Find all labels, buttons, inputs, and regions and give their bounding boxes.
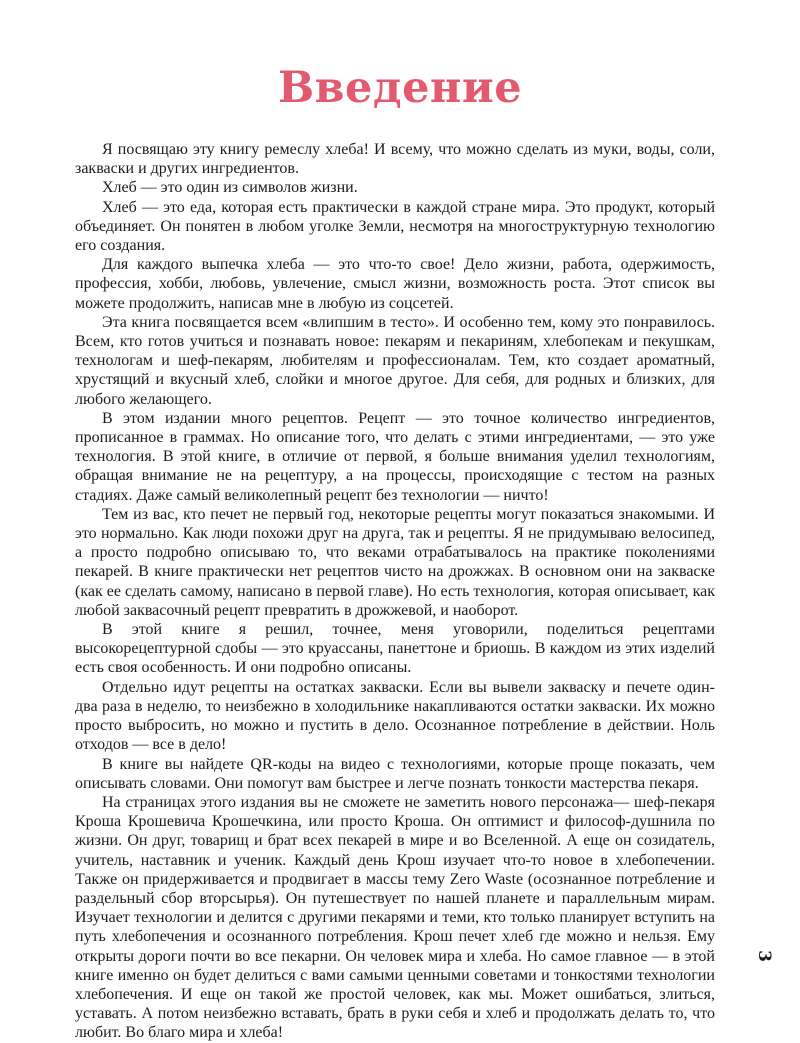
paragraph: Отдельно идут рецепты на остатках закваски. Если вы вывели закваску и печете один-два раза в неделю, то неизбежно в холодильнике накапливаются остатки закваски. Их можно просто выбросить, но можно и пустить в дело. Осознанное потребление в действии. Ноль отходов — все в дело! bbox=[75, 678, 715, 754]
page-number: 3 bbox=[754, 950, 775, 962]
paragraph: Я посвящаю эту книгу ремеслу хлеба! И всему, что можно сделать из муки, воды, соли, закваски и других ингредиентов. bbox=[75, 141, 715, 178]
paragraph: Хлеб — это еда, которая есть практически в каждой стране мира. Это продукт, который объединяет. Он понятен в любом уголке Земли, несмотря на многоструктурную технологию его создания. bbox=[75, 198, 715, 255]
intro-text bbox=[75, 140, 715, 1043]
paragraph: В этом издании много рецептов. Рецепт — это точное количество ингредиентов, прописанное в граммах. Но описание того, что делать с этими ингредиентами, — это уже технология. В этой книге, в отличие от первой, я больше внимания уделил технологиям, обращая внимание не на рецептуру, а на процессы, происходящие с тестом на разных стадиях. Даже самый великолепный рецепт без технологии — ничто! bbox=[75, 409, 715, 504]
paragraph: Для каждого выпечка хлеба — это что-то свое! Дело жизни, работа, одержимость, профессия, хобби, любовь, увлечение, смысл жизни, возможность роста. Этот список вы можете продолжить, написав мне в любую из соцсетей. bbox=[75, 256, 715, 312]
paragraph: Хлеб — это один из символов жизни. bbox=[102, 179, 358, 197]
paragraph: На страницах этого издания вы не сможете не заметить нового персонажа— шеф-пекаря Кроша Крошевича Крошечкина, или просто Кроша. Он оптимист и философ-душнила по жизни. Он друг, товарищ и брат всех пекарей в мире и во Вселенной. А еще он созидатель, учитель, наставник и ученик. Каждый день Крош изучает что-то новое в хлебопечении. Также он придерживается и продвигает в массы тему Zero Waste (осознанное потребление и раздельный сбор вторсырья). Он путешествует по нашей планете и параллельным мирам. Изучает технологии и делится с другими пекарями и теми, кто только планирует вступить на путь хлебопечения и осознанного потребления. Крош печет хлеб где можно и нельзя. Ему открыты дороги почти во все пекарни. Он человек мира и хлеба. Но самое главное — в этой книге именно он будет делиться с вами самыми ценными советами и тонкостями технологии хлебопечения. И еще он такой же простой человек, как мы. Может ошибаться, злиться, уставать. А потом неизбежно вставать, брать в руки себя и хлеб и продолжать делать то, что любит. Во благо мира и хлеба! bbox=[75, 793, 715, 1042]
paragraph: Тем из вас, кто печет не первый год, некоторые рецепты могут показаться знакомыми. И это нормально. Как люди похожи друг на друга, так и рецепты. Я не придумываю велосипед, а просто подробно описываю то, что веками отрабатывалось на практике поколениями пекарей. В книге практически нет рецептов чисто на дрожжах. В основном они на закваске (как ее сделать самому, написано в первой главе). Но есть технология, которая описывает, как любой заквасочный рецепт превратить в дрожжевой, и наоборот. bbox=[75, 505, 715, 619]
paragraph: Эта книга посвящается всем «влипшим в тесто». И особенно тем, кому это понравилось. Всем, кто готов учиться и познавать новое: пекарям и пекариням, хлебопекам и пекушкам, технологам и шеф-пекарям, любителям и профессионалам. Тем, кто создает ароматный, хрустящий и вкусный хлеб, слойки и многое другое. Для себя, для родных и близких, для любого желающего. bbox=[75, 313, 715, 408]
paragraph: В этой книге я решил, точнее, меня уговорили, поделиться рецептами высокорецептурной сдобы — это круассаны, панеттоне и бриошь. В каждом из этих изделий есть своя особенность. И они подробно описаны. bbox=[75, 621, 715, 677]
page-title: Введение bbox=[277, 63, 523, 113]
paragraph: В книге вы найдете QR-коды на видео с технологиями, которые проще показать, чем описывать словами. Они помогут вам быстрее и легче познать тонкости мастерства пекаря. bbox=[75, 755, 715, 792]
